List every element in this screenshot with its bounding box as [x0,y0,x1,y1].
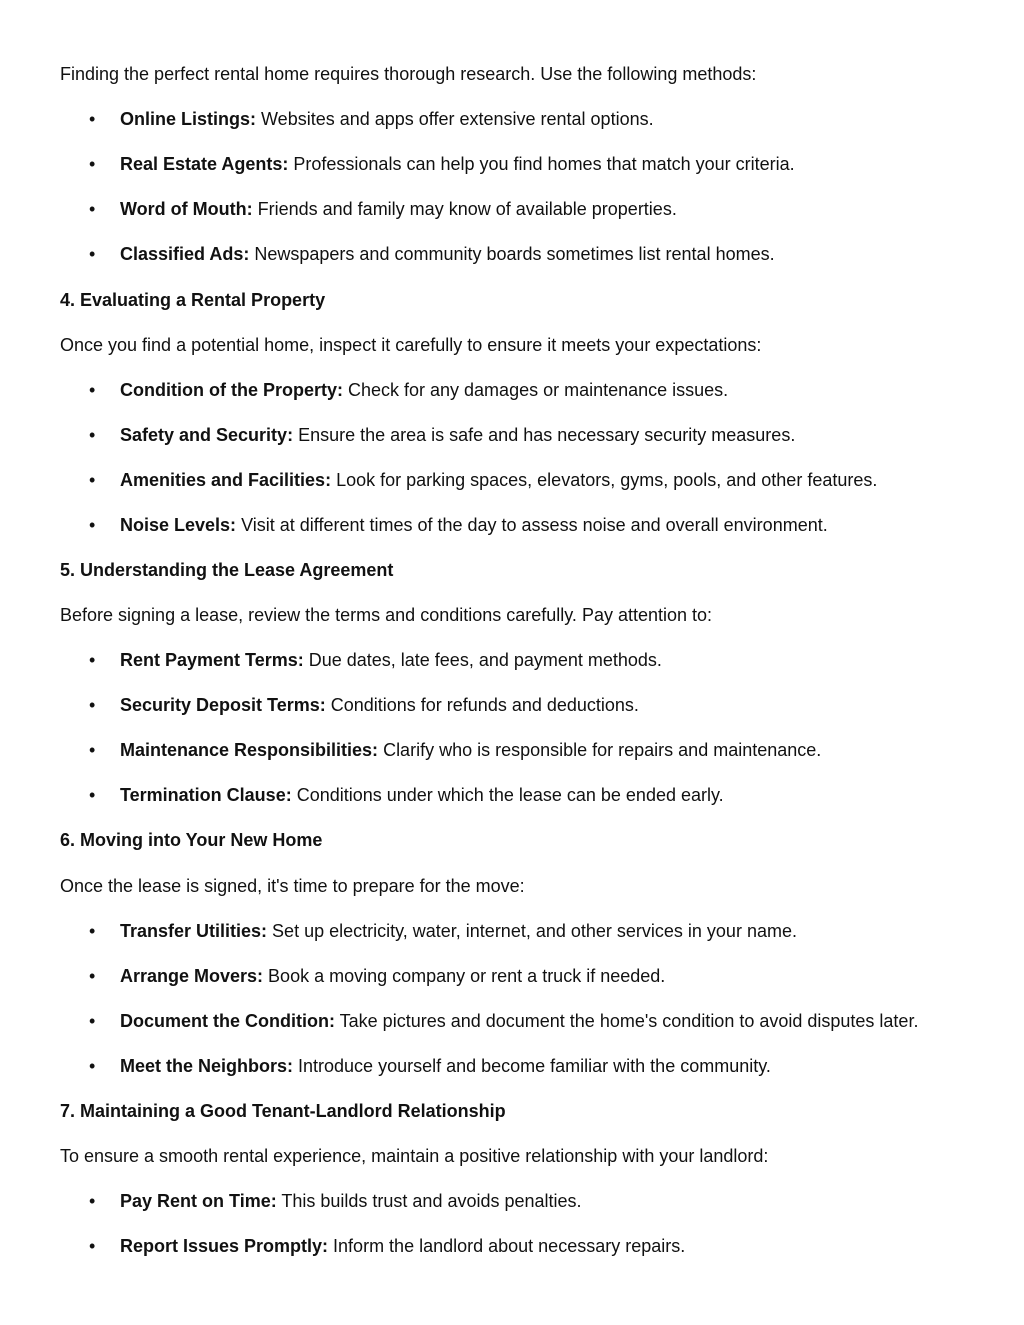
list-item-text: This builds trust and avoids penalties. [276,1191,582,1211]
list-item-text: Take pictures and document the home's condition to avoid disputes later. [334,1011,919,1031]
section-intro: Before signing a lease, review the terms and conditions carefully. Pay attention to: [60,605,713,625]
bullet-icon: • [89,425,96,445]
list-item-title: Online Listings: [120,109,257,129]
bullet-icon: • [89,695,96,715]
bullet-icon: • [89,199,96,219]
list-item-text: Set up electricity, water, internet, and other services in your name. [267,921,797,941]
bullet-icon: • [89,380,96,400]
bullet-icon: • [89,1236,96,1256]
list-item-title: Report Issues Promptly: [120,1236,329,1256]
list-item-title: Rent Payment Terms: [120,650,304,670]
list-item-text: Conditions for refunds and deductions. [325,695,639,715]
bullet-icon: • [89,109,96,129]
list-item-text: Book a moving company or rent a truck if needed. [263,966,666,986]
bullet-icon: • [89,921,96,941]
bullet-icon: • [89,966,96,986]
list-item-title: Real Estate Agents: [120,154,289,174]
intro-paragraph: Finding the perfect rental home requires thorough research. Use the following methods: [60,64,757,84]
bullet-icon: • [89,470,96,490]
list-item-text: Inform the landlord about necessary repairs. [328,1236,686,1256]
list-item-text: Due dates, late fees, and payment methods. [303,650,662,670]
list-item-title: Termination Clause: [120,785,292,805]
bullet-icon: • [89,244,96,264]
list-item-text: Conditions under which the lease can be ended early. [291,785,724,805]
list-item-title: Safety and Security: [120,425,294,445]
bullet-icon: • [89,740,96,760]
list-item-text: Check for any damages or maintenance issues. [342,380,729,400]
list-item-title: Document the Condition: [120,1011,335,1031]
list-item-text: Newspapers and community boards sometimes list rental homes. [249,244,775,264]
section-intro: Once the lease is signed, it's time to prepare for the move: [60,876,525,896]
list-item-text: Visit at different times of the day to assess noise and overall environment. [236,515,828,535]
section-heading: 4. Evaluating a Rental Property [60,290,326,310]
list-item-title: Classified Ads: [120,244,250,264]
bullet-icon: • [89,1056,96,1076]
bullet-icon: • [89,650,96,670]
list-item-text: Look for parking spaces, elevators, gyms, pools, and other features. [331,470,878,490]
list-item-title: Arrange Movers: [120,966,264,986]
list-item-text: Websites and apps offer extensive rental options. [256,109,654,129]
section-heading: 7. Maintaining a Good Tenant-Landlord Relationship [60,1101,506,1121]
list-item-title: Maintenance Responsibilities: [120,740,379,760]
section-heading: 6. Moving into Your New Home [60,830,323,850]
bullet-icon: • [89,785,96,805]
bullet-icon: • [89,515,96,535]
list-item-title: Condition of the Property: [120,380,343,400]
list-item-text: Ensure the area is safe and has necessary security measures. [293,425,796,445]
section-intro: To ensure a smooth rental experience, maintain a positive relationship with your landlord: [60,1146,769,1166]
section-intro: Once you find a potential home, inspect it carefully to ensure it meets your expectations: [60,335,762,355]
list-item-text: Introduce yourself and become familiar with the community. [293,1056,771,1076]
bullet-icon: • [89,1011,96,1031]
bullet-icon: • [89,1191,96,1211]
list-item-text: Clarify who is responsible for repairs and maintenance. [378,740,822,760]
list-item-title: Transfer Utilities: [120,921,268,941]
list-item-text: Friends and family may know of available properties. [252,199,677,219]
bullet-icon: • [89,154,96,174]
section-heading: 5. Understanding the Lease Agreement [60,560,394,580]
list-item-title: Pay Rent on Time: [120,1191,277,1211]
list-item-title: Amenities and Facilities: [120,470,332,490]
list-item-title: Word of Mouth: [120,199,253,219]
list-item-title: Meet the Neighbors: [120,1056,294,1076]
list-item-title: Security Deposit Terms: [120,695,326,715]
list-item-text: Professionals can help you find homes that match your criteria. [288,154,795,174]
list-item-title: Noise Levels: [120,515,237,535]
